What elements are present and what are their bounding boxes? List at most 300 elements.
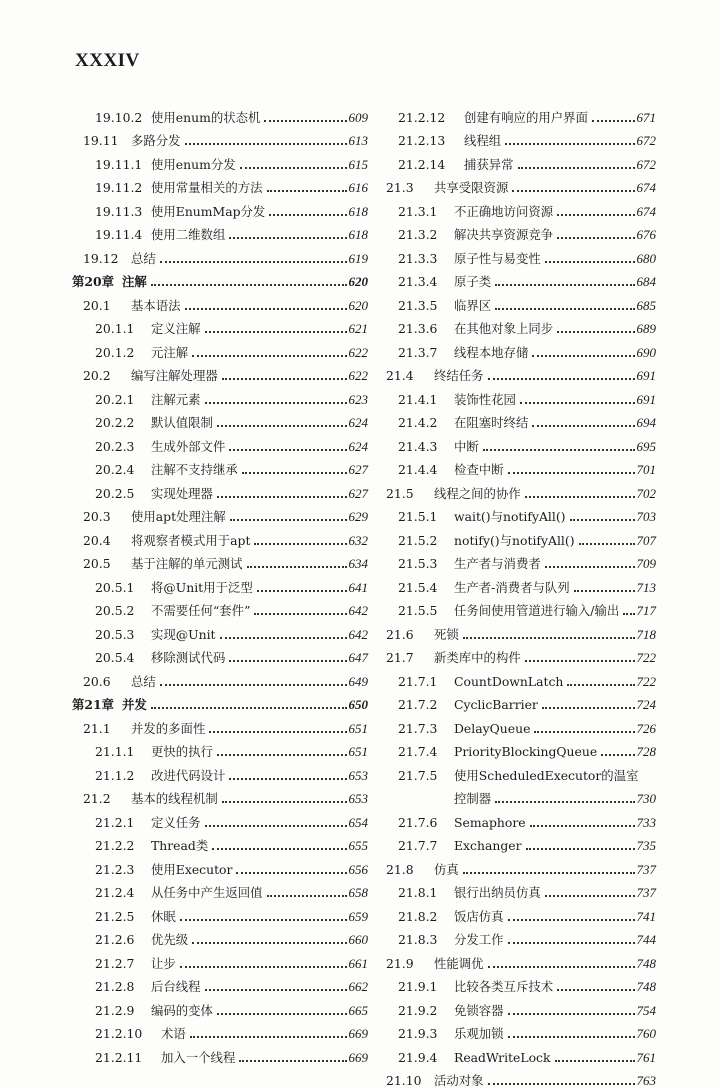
toc-entry-page: 672 [637,158,657,172]
toc-entry-title: 解决共享资源竞争 [454,228,553,242]
toc-leader-dots [151,283,347,286]
toc-entry-title: 创建有响应的用户界面 [464,111,588,125]
toc-leader-dots [222,800,347,803]
toc-entry-number: 21.4.3 [398,440,454,454]
toc-entry-page: 703 [637,510,657,524]
toc-entry-title: 饭店仿真 [454,910,504,924]
toc-entry-title: 在阻塞时终结 [454,416,528,430]
toc-entry-title: 生产者与消费者 [454,557,541,571]
toc-entry-page: 760 [637,1027,657,1041]
toc-entry-number: 21.4.4 [398,463,454,477]
toc-left-column [72,101,368,1065]
toc-leader-dots [495,307,634,310]
toc-entry [72,642,368,666]
toc-entry-title: CountDownLatch [454,675,563,689]
toc-entry-title: 活动对象 [434,1074,484,1088]
toc-entry [72,101,368,125]
toc-leader-dots [555,1059,635,1062]
toc-entry-title: 线程之间的协作 [434,487,521,501]
toc-entry-title: 总结 [131,252,156,266]
toc-entry [386,853,656,877]
toc-leader-dots [508,918,635,921]
toc-leader-dots [236,871,346,874]
toc-entry-number: 20.5.1 [95,581,151,595]
toc-entry-page: 632 [349,534,369,548]
toc-entry-title: 定义任务 [151,816,201,830]
toc-entry [72,360,368,384]
toc-entry-number: 21.4.2 [398,416,454,430]
toc-entry-title: 多路分发 [131,134,181,148]
toc-entry-page: 619 [349,252,369,266]
toc-entry [72,195,368,219]
toc-entry-number: 20.1.1 [95,322,151,336]
toc-entry-title: 共享受限资源 [434,181,508,195]
toc-entry-number: 19.11.2 [95,181,151,195]
toc-entry-page: 730 [637,792,657,806]
toc-leader-dots [592,119,635,122]
toc-entry-number: 20.4 [83,534,131,548]
toc-entry-title: 任务间使用管道进行输入/输出 [454,604,619,618]
toc-entry [386,1018,656,1042]
toc-leader-dots [495,800,634,803]
toc-leader-dots [180,965,347,968]
toc-leader-dots [267,189,347,192]
toc-leader-dots [525,495,635,498]
toc-entry-page: 694 [637,416,657,430]
toc-entry-page: 724 [637,698,657,712]
toc-entry-page: 685 [637,299,657,313]
toc-leader-dots [518,166,635,169]
toc-entry-title: 装饰性花园 [454,393,516,407]
toc-entry-number: 第20章 [72,275,122,289]
toc-entry-number: 21.10 [386,1074,434,1088]
toc-entry-title: 总结 [131,675,156,689]
toc-entry [386,477,656,501]
toc-entry-title: 捕获异常 [464,158,514,172]
toc-entry-page: 649 [349,675,369,689]
toc-entry-number: 19.11.3 [95,205,151,219]
toc-entry [72,618,368,642]
toc-entry-title: 性能调优 [434,957,484,971]
toc-leader-dots [579,542,635,545]
toc-leader-dots [205,401,347,404]
toc-entry-title: 使用二维数组 [151,228,225,242]
toc-entry-number: 21.5.3 [398,557,454,571]
toc-entry-page: 702 [637,487,657,501]
toc-entry-number: 21.3 [386,181,434,195]
toc-entry [72,548,368,572]
toc-entry-number: 20.2 [83,369,131,383]
toc-entry-title: notify()与notifyAll() [454,534,575,548]
toc-entry [386,289,656,313]
toc-entry [386,783,656,807]
toc-leader-dots [526,847,635,850]
toc-entry [72,759,368,783]
toc-entry-number: 21.2.11 [95,1051,161,1065]
toc-entry-number: 21.8.3 [398,933,454,947]
toc-entry-title: 死锁 [434,628,459,642]
toc-entry [386,712,656,736]
toc-entry-title: Thread类 [151,839,208,853]
toc-entry-page: 684 [637,275,657,289]
toc-entry-number: 21.4.1 [398,393,454,407]
toc-entry [386,383,656,407]
toc-entry-title: 注解 [122,275,147,289]
toc-entry-number: 21.1 [83,722,131,736]
toc-entry [72,172,368,196]
toc-entry-page: 621 [349,322,369,336]
toc-leader-dots [495,283,634,286]
toc-entry [72,830,368,854]
toc-entry [72,806,368,830]
toc-entry-page: 689 [637,322,657,336]
toc-entry-number: 21.8.2 [398,910,454,924]
toc-entry [386,618,656,642]
toc-entry-number: 19.11.4 [95,228,151,242]
toc-entry-title: 使用Executor [151,863,232,877]
toc-entry [386,689,656,713]
toc-entry-title: 从任务中产生返回值 [151,886,263,900]
toc-leader-dots [185,307,347,310]
toc-entry-page: 671 [637,111,657,125]
toc-leader-dots [229,448,346,451]
toc-entry-number: 20.2.4 [95,463,151,477]
toc-entry [72,783,368,807]
toc-entry-page: 741 [637,910,657,924]
toc-leader-dots [180,918,347,921]
toc-entry-page: 656 [349,863,369,877]
toc-entry-page: 713 [637,581,657,595]
toc-leader-dots [545,260,635,263]
toc-entry-number: 19.10.2 [95,111,151,125]
toc-entry [386,924,656,948]
toc-entry-title: 在其他对象上同步 [454,322,553,336]
toc-entry-page: 615 [349,158,369,172]
toc-entry-title: 后台线程 [151,980,201,994]
toc-entry-page: 661 [349,957,369,971]
toc-entry-number: 21.2.13 [398,134,464,148]
toc-entry [386,1041,656,1065]
toc-leader-dots [525,659,635,662]
toc-entry-page: 718 [637,628,657,642]
toc-entry-page: 665 [349,1004,369,1018]
toc-entry-number: 21.1.2 [95,769,151,783]
toc-leader-dots [267,894,347,897]
toc-entry-number: 21.2.1 [95,816,151,830]
toc-entry-number: 21.2.7 [95,957,151,971]
toc-leader-dots [229,777,346,780]
toc-leader-dots [508,1012,635,1015]
toc-leader-dots [557,213,634,216]
toc-entry-number: 21.5 [386,487,434,501]
toc-entry [386,877,656,901]
toc-entry-page: 609 [349,111,369,125]
toc-entry [72,877,368,901]
toc-entry-number: 21.3.4 [398,275,454,289]
toc-entry-number: 21.2.6 [95,933,151,947]
toc-entry-number: 20.5.3 [95,628,151,642]
toc-entry-page: 672 [637,134,657,148]
toc-entry [72,595,368,619]
toc-entry [72,266,368,290]
toc-entry-number: 21.2.14 [398,158,464,172]
toc-entry-number: 20.5 [83,557,131,571]
toc-leader-dots [623,612,634,615]
toc-entry-page: 650 [349,698,369,712]
toc-entry-number: 21.9.4 [398,1051,454,1065]
toc-leader-dots [205,988,347,991]
toc-entry-number: 20.6 [83,675,131,689]
toc-entry-page: 624 [349,416,369,430]
toc-entry-page: 641 [349,581,369,595]
toc-leader-dots [229,659,346,662]
toc-entry [72,947,368,971]
toc-entry-number: 20.2.1 [95,393,151,407]
toc-leader-dots [190,1035,347,1038]
toc-leader-dots [574,589,635,592]
toc-entry [72,924,368,948]
toc-entry [386,642,656,666]
toc-entry-title: 使用EnumMap分发 [151,205,265,219]
toc-entry-page: 653 [349,769,369,783]
toc-entry-page: 680 [637,252,657,266]
toc-leader-dots [542,706,635,709]
toc-entry [386,266,656,290]
toc-leader-dots [212,847,346,850]
toc-entry-title: Exchanger [454,839,522,853]
toc-entry-page: 618 [349,228,369,242]
toc-entry-number: 21.2.10 [95,1027,161,1041]
toc-entry-number: 19.12 [83,252,131,266]
toc-entry-number: 21.8.1 [398,886,454,900]
toc-entry-title: 将观察者模式用于apt [131,534,250,548]
toc-entry [386,806,656,830]
toc-entry-title: ReadWriteLock [454,1051,551,1065]
toc-entry-page: 647 [349,651,369,665]
toc-leader-dots [151,706,347,709]
toc-entry [72,336,368,360]
toc-entry [386,242,656,266]
toc-entry-title: 实现@Unit [151,628,216,642]
toc-entry-title: 终结任务 [434,369,484,383]
toc-leader-dots [488,1082,635,1085]
toc-entry-page: 618 [349,205,369,219]
toc-entry [386,501,656,525]
toc-entry-title: CyclicBarrier [454,698,538,712]
toc-entry-number: 21.9.1 [398,980,454,994]
toc-entry-page: 748 [637,980,657,994]
toc-entry-title: 原子类 [454,275,491,289]
toc-leader-dots [242,471,347,474]
toc-entry-title: 将@Unit用于泛型 [151,581,253,595]
toc-entry-page: 669 [349,1051,369,1065]
toc-entry [72,853,368,877]
toc-entry-number: 20.2.5 [95,487,151,501]
toc-entry [72,524,368,548]
toc-entry [386,736,656,760]
toc-leader-dots [205,824,347,827]
toc-entry-number: 20.3 [83,510,131,524]
toc-entry-page: 629 [349,510,369,524]
toc-entry [386,148,656,172]
toc-leader-dots [264,119,346,122]
toc-entry-page: 651 [349,722,369,736]
toc-entry [386,313,656,337]
toc-entry-number: 19.11 [83,134,131,148]
toc-entry [72,900,368,924]
toc-entry-title: 线程组 [464,134,501,148]
toc-entry-page: 726 [637,722,657,736]
toc-entry [386,971,656,995]
toc-entry-title: 分发工作 [454,933,504,947]
toc-entry-number: 21.7.3 [398,722,454,736]
toc-entry-number: 20.2.2 [95,416,151,430]
toc-leader-dots [557,236,634,239]
toc-leader-dots [512,189,634,192]
toc-entry-title: wait()与notifyAll() [454,510,566,524]
toc-entry-number: 21.7 [386,651,434,665]
toc-entry-page: 627 [349,487,369,501]
toc-entry [72,1018,368,1042]
toc-entry [386,219,656,243]
toc-entry-number: 20.2.3 [95,440,151,454]
toc-entry-number: 21.9.2 [398,1004,454,1018]
toc-entry-title: 生成外部文件 [151,440,225,454]
toc-entry-page: 744 [637,933,657,947]
toc-entry [386,101,656,125]
toc-entry-page: 695 [637,440,657,454]
toc-entry-title: 使用ScheduledExecutor的温室 [454,769,638,783]
toc-entry-title: 移除测试代码 [151,651,225,665]
toc-entry [72,501,368,525]
toc-entry-title: 注解不支持继承 [151,463,238,477]
toc-entry-page: 654 [349,816,369,830]
toc-entry-title: 检查中断 [454,463,504,477]
toc-entry-title: 免锁容器 [454,1004,504,1018]
toc-entry-page: 754 [637,1004,657,1018]
toc-entry-number: 21.7.2 [398,698,454,712]
toc-entry [72,665,368,689]
toc-entry-page: 613 [349,134,369,148]
toc-entry-title: 比较各类互斥技术 [454,980,553,994]
toc-entry [386,524,656,548]
toc-entry-number: 20.5.2 [95,604,151,618]
toc-entry-page: 709 [637,557,657,571]
toc-leader-dots [508,1035,635,1038]
toc-entry-number: 21.2.2 [95,839,151,853]
toc-entry-number: 21.8 [386,863,434,877]
toc-leader-dots [488,377,635,380]
toc-entry-number: 21.2.5 [95,910,151,924]
toc-entry-title: 实现处理器 [151,487,213,501]
toc-leader-dots [185,142,347,145]
toc-entry-title: 编写注解处理器 [131,369,218,383]
toc-entry-number: 21.5.1 [398,510,454,524]
toc-entry-number: 第21章 [72,698,122,712]
toc-entry-number: 21.2.9 [95,1004,151,1018]
toc-leader-dots [192,354,346,357]
toc-entry-title: 改进代码设计 [151,769,225,783]
toc-entry-title: 元注解 [151,346,188,360]
toc-entry [386,336,656,360]
toc-entry [386,195,656,219]
toc-entry [72,383,368,407]
toc-leader-dots [230,518,347,521]
toc-leader-dots [601,753,634,756]
toc-leader-dots [209,730,346,733]
toc-entry-title: 仿真 [434,863,459,877]
toc-entry-title: 基本的线程机制 [131,792,218,806]
toc-entry-title: 使用apt处理注解 [131,510,226,524]
toc-entry-title: 默认值限制 [151,416,213,430]
toc-entry [386,360,656,384]
toc-entry-title: 注解元素 [151,393,201,407]
toc-entry-title: 休眠 [151,910,176,924]
toc-leader-dots [217,495,347,498]
toc-leader-dots [505,142,634,145]
toc-entry-page: 691 [637,369,657,383]
toc-entry-page: 624 [349,440,369,454]
toc-entry-number: 21.5.4 [398,581,454,595]
toc-leader-dots [222,377,347,380]
toc-entry-page: 622 [349,369,369,383]
toc-entry-title: 并发 [122,698,147,712]
toc-entry-page: 623 [349,393,369,407]
page-number: XXXIV [75,50,140,72]
toc-leader-dots [463,636,635,639]
toc-entry [72,407,368,431]
toc-entry [72,736,368,760]
toc-entry [386,994,656,1018]
toc-entry-number: 21.2.3 [95,863,151,877]
toc-entry [72,689,368,713]
toc-leader-dots [217,753,347,756]
toc-entry [386,665,656,689]
toc-entry-number: 21.3.2 [398,228,454,242]
toc-entry-page: 662 [349,980,369,994]
toc-leader-dots [192,941,346,944]
toc-entry-page: 690 [637,346,657,360]
toc-leader-dots [557,330,634,333]
toc-leader-dots [205,330,347,333]
toc-leader-dots [217,424,347,427]
toc-entry-title: 线程本地存储 [454,346,528,360]
toc-entry-title: 控制器 [454,792,491,806]
toc-leader-dots [254,542,346,545]
toc-leader-dots [160,260,347,263]
toc-entry-number: 21.2.4 [95,886,151,900]
toc-entry-title: 基于注解的单元测试 [131,557,243,571]
toc-entry-number: 21.5.5 [398,604,454,618]
toc-entry [386,830,656,854]
toc-entry-number: 21.3.1 [398,205,454,219]
toc-entry-title: 生产者-消费者与队列 [454,581,570,595]
toc-entry-number: 21.4 [386,369,434,383]
toc-entry-page: 707 [637,534,657,548]
toc-entry [386,125,656,149]
toc-entry-page: 620 [349,275,369,289]
toc-entry-title: 优先级 [151,933,188,947]
toc-entry-number: 21.7.7 [398,839,454,853]
toc-entry-page: 634 [349,557,369,571]
toc-leader-dots [570,518,635,521]
toc-entry-title: 编码的变体 [151,1004,213,1018]
toc-entry-number: 21.7.4 [398,745,454,759]
toc-entry-title: 使用enum分发 [151,158,236,172]
toc-entry [72,454,368,478]
toc-entry-page: 616 [349,181,369,195]
toc-entry [386,571,656,595]
